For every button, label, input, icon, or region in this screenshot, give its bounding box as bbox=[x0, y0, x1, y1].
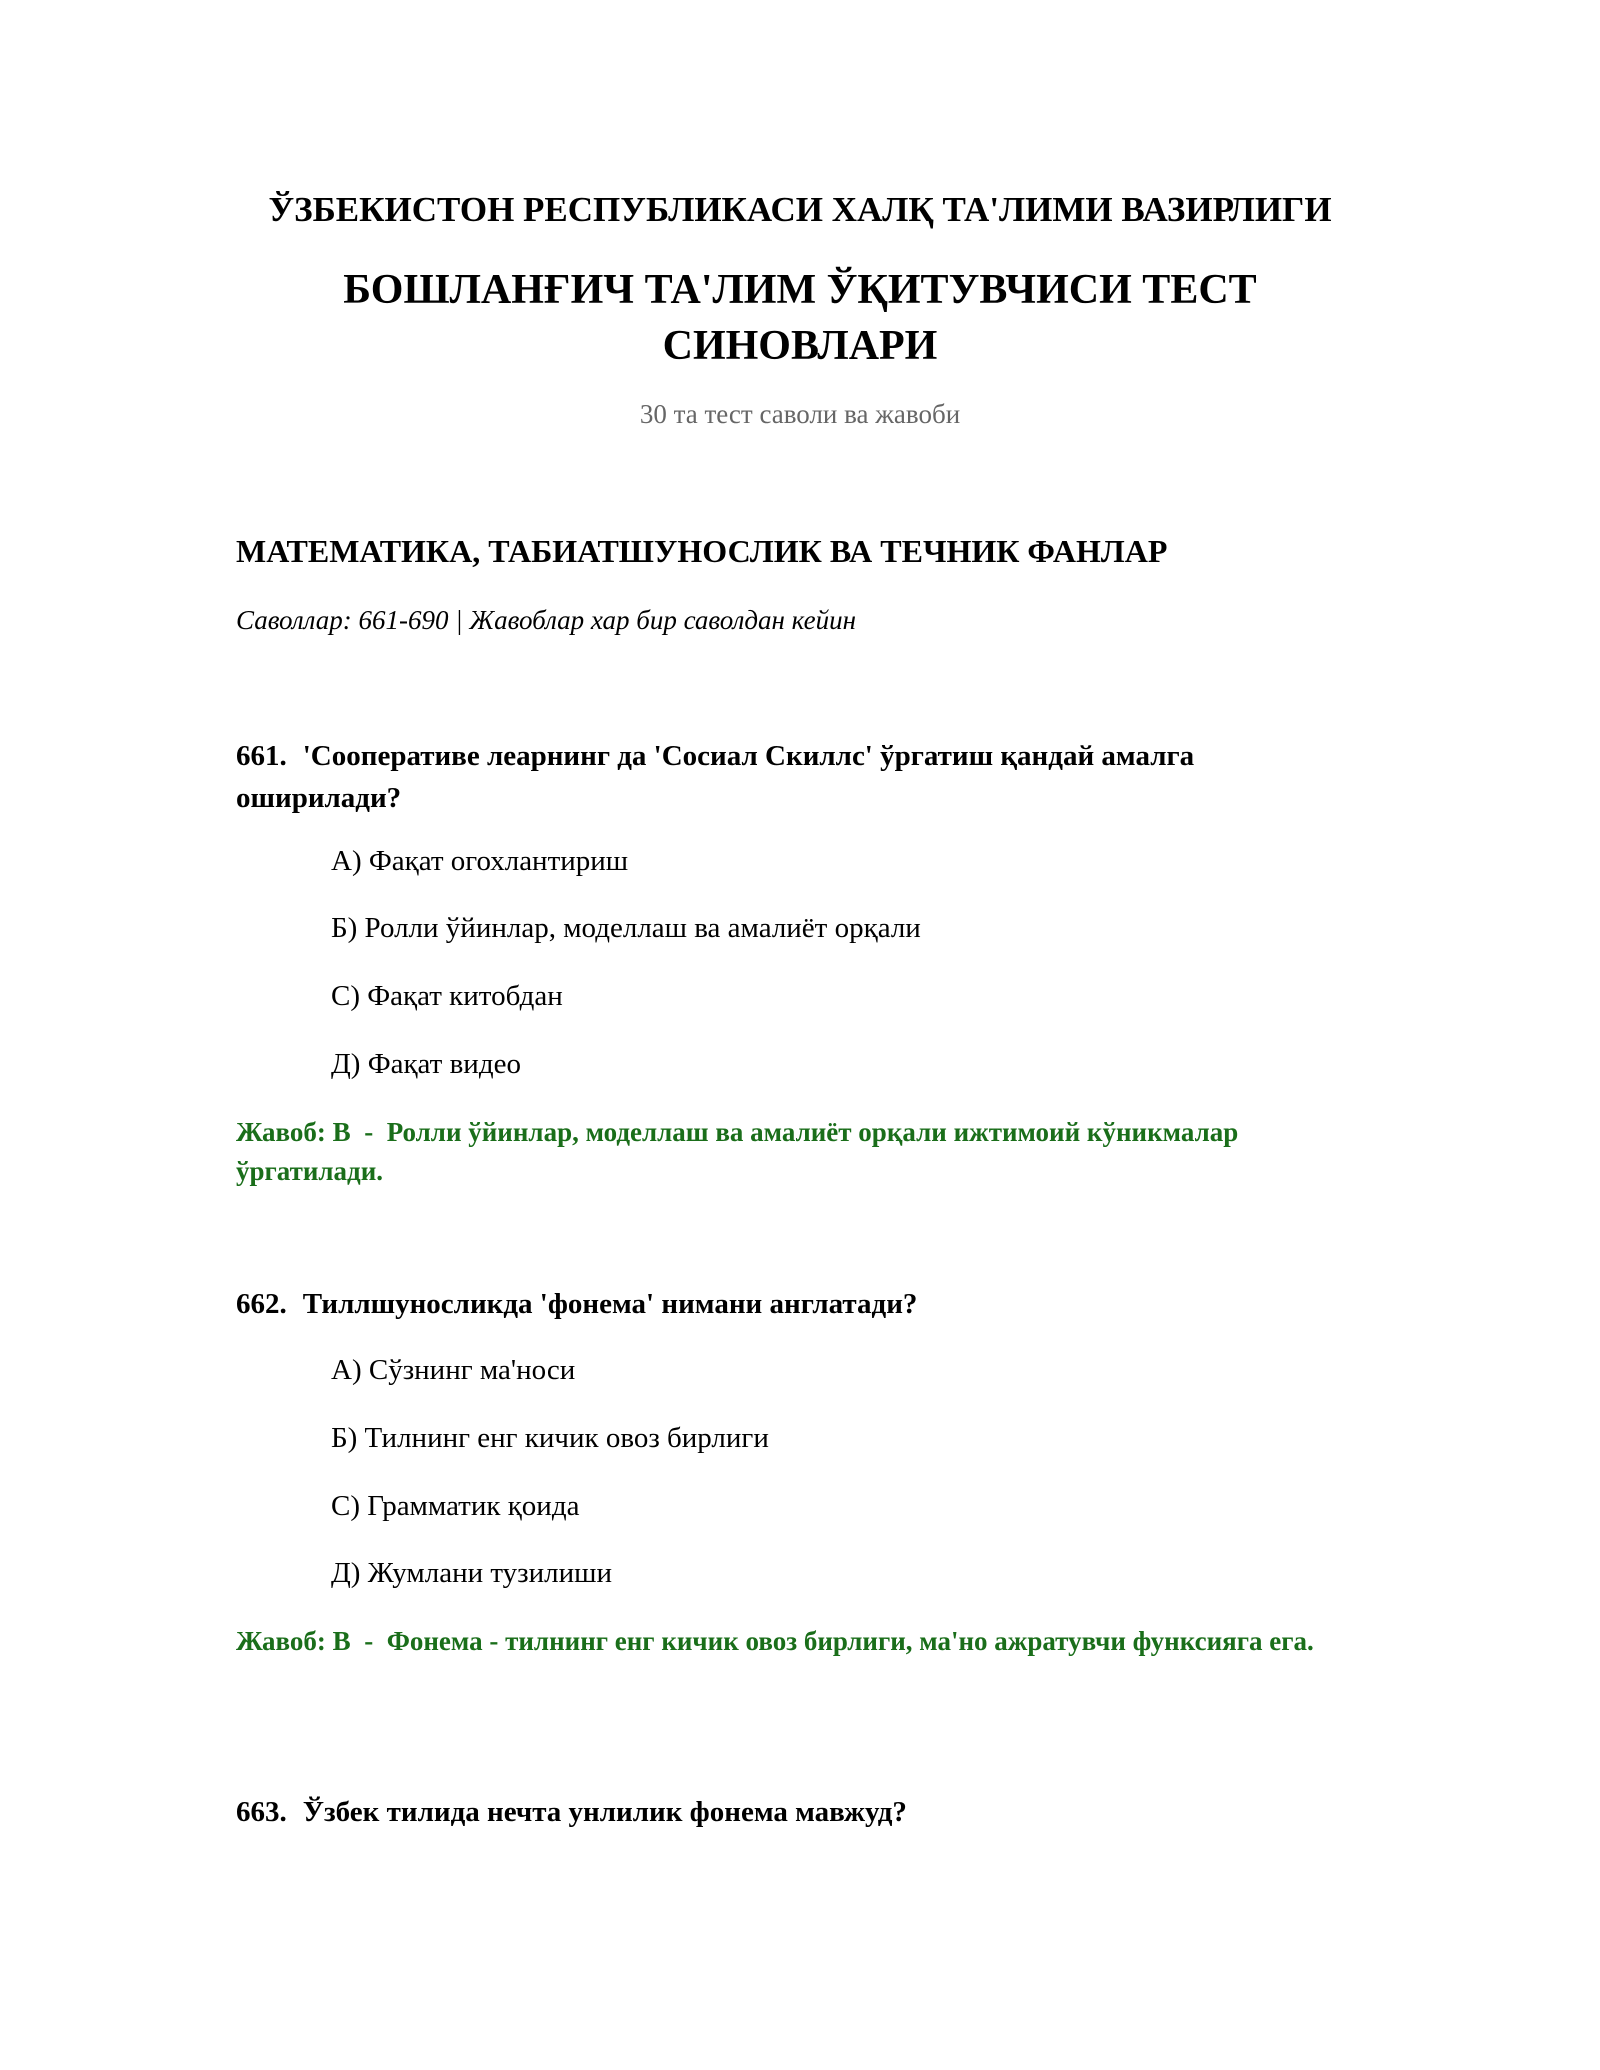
section-title: МАТЕМАТИКА, ТАБИАТШУНОСЛИК ВА ТЕЧНИК ФАНЛАР bbox=[236, 533, 1168, 569]
option-c: С) Фақат китобдан bbox=[331, 980, 563, 1012]
option-a: А) Сўзнинг ма'носи bbox=[331, 1354, 576, 1386]
answer-letter: В bbox=[332, 1117, 351, 1147]
option-b: Б) Ролли ўйинлар, моделлаш ва амалиёт орқали bbox=[331, 912, 921, 944]
option-d: Д) Фақат видео bbox=[331, 1048, 521, 1080]
answer-label: Жавоб: bbox=[236, 1117, 326, 1147]
answer-text: Ролли ўйинлар, моделлаш ва амалиёт орқали ижтимоий кўникмалар ўргатилади. bbox=[236, 1117, 1239, 1186]
option-c: С) Грамматик қоида bbox=[331, 1490, 580, 1522]
question-number: 661. bbox=[236, 740, 287, 772]
option-d: Д) Жумлани тузилиши bbox=[331, 1557, 612, 1589]
document-title-line-2: СИНОВЛАРИ bbox=[662, 323, 938, 369]
question-text: Ўзбек тилида нечта унлилик фонема мавжуд? bbox=[302, 1796, 907, 1828]
answer-separator: - bbox=[350, 1117, 387, 1147]
ministry-heading: ЎЗБЕКИСТОН РЕСПУБЛИКАСИ ХАЛҚ ТА'ЛИМИ ВАЗИРЛИГИ bbox=[268, 190, 1332, 229]
option-b: Б) Тилнинг енг кичик овоз бирлиги bbox=[331, 1422, 769, 1454]
answer-label: Жавоб: bbox=[236, 1626, 326, 1656]
question-text: Тиллшуносликда 'фонема' нимани англатади? bbox=[302, 1288, 918, 1320]
answer-letter: В bbox=[332, 1626, 351, 1656]
document-title-line-1: БОШЛАНҒИЧ ТА'ЛИМ ЎҚИТУВЧИСИ ТЕСТ bbox=[343, 267, 1257, 313]
question-663 bbox=[236, 1791, 1366, 1833]
answer-text: Фонема - тилнинг енг кичик овоз бирлиги, ма'но ажратувчи функсияга ега. bbox=[386, 1626, 1314, 1656]
question-number: 663. bbox=[236, 1796, 287, 1828]
section-note: Саволлар: 661-690 | Жавоблар хар бир саволдан кейин bbox=[236, 605, 857, 635]
answer-662 bbox=[236, 1622, 1366, 1661]
option-a: А) Фақат огохлантириш bbox=[331, 845, 629, 877]
answer-661 bbox=[236, 1113, 1366, 1191]
question-661 bbox=[236, 735, 1366, 819]
answer-separator: - bbox=[350, 1626, 387, 1656]
question-text: 'Сооперативе леарнинг да 'Сосиал Скиллс' ўргатиш қандай амалга оширилади? bbox=[236, 740, 1195, 814]
document-subtitle: 30 та тест саволи ва жавоби bbox=[639, 399, 961, 429]
question-number: 662. bbox=[236, 1288, 287, 1320]
document-title bbox=[0, 262, 1600, 374]
question-662 bbox=[236, 1283, 1366, 1325]
